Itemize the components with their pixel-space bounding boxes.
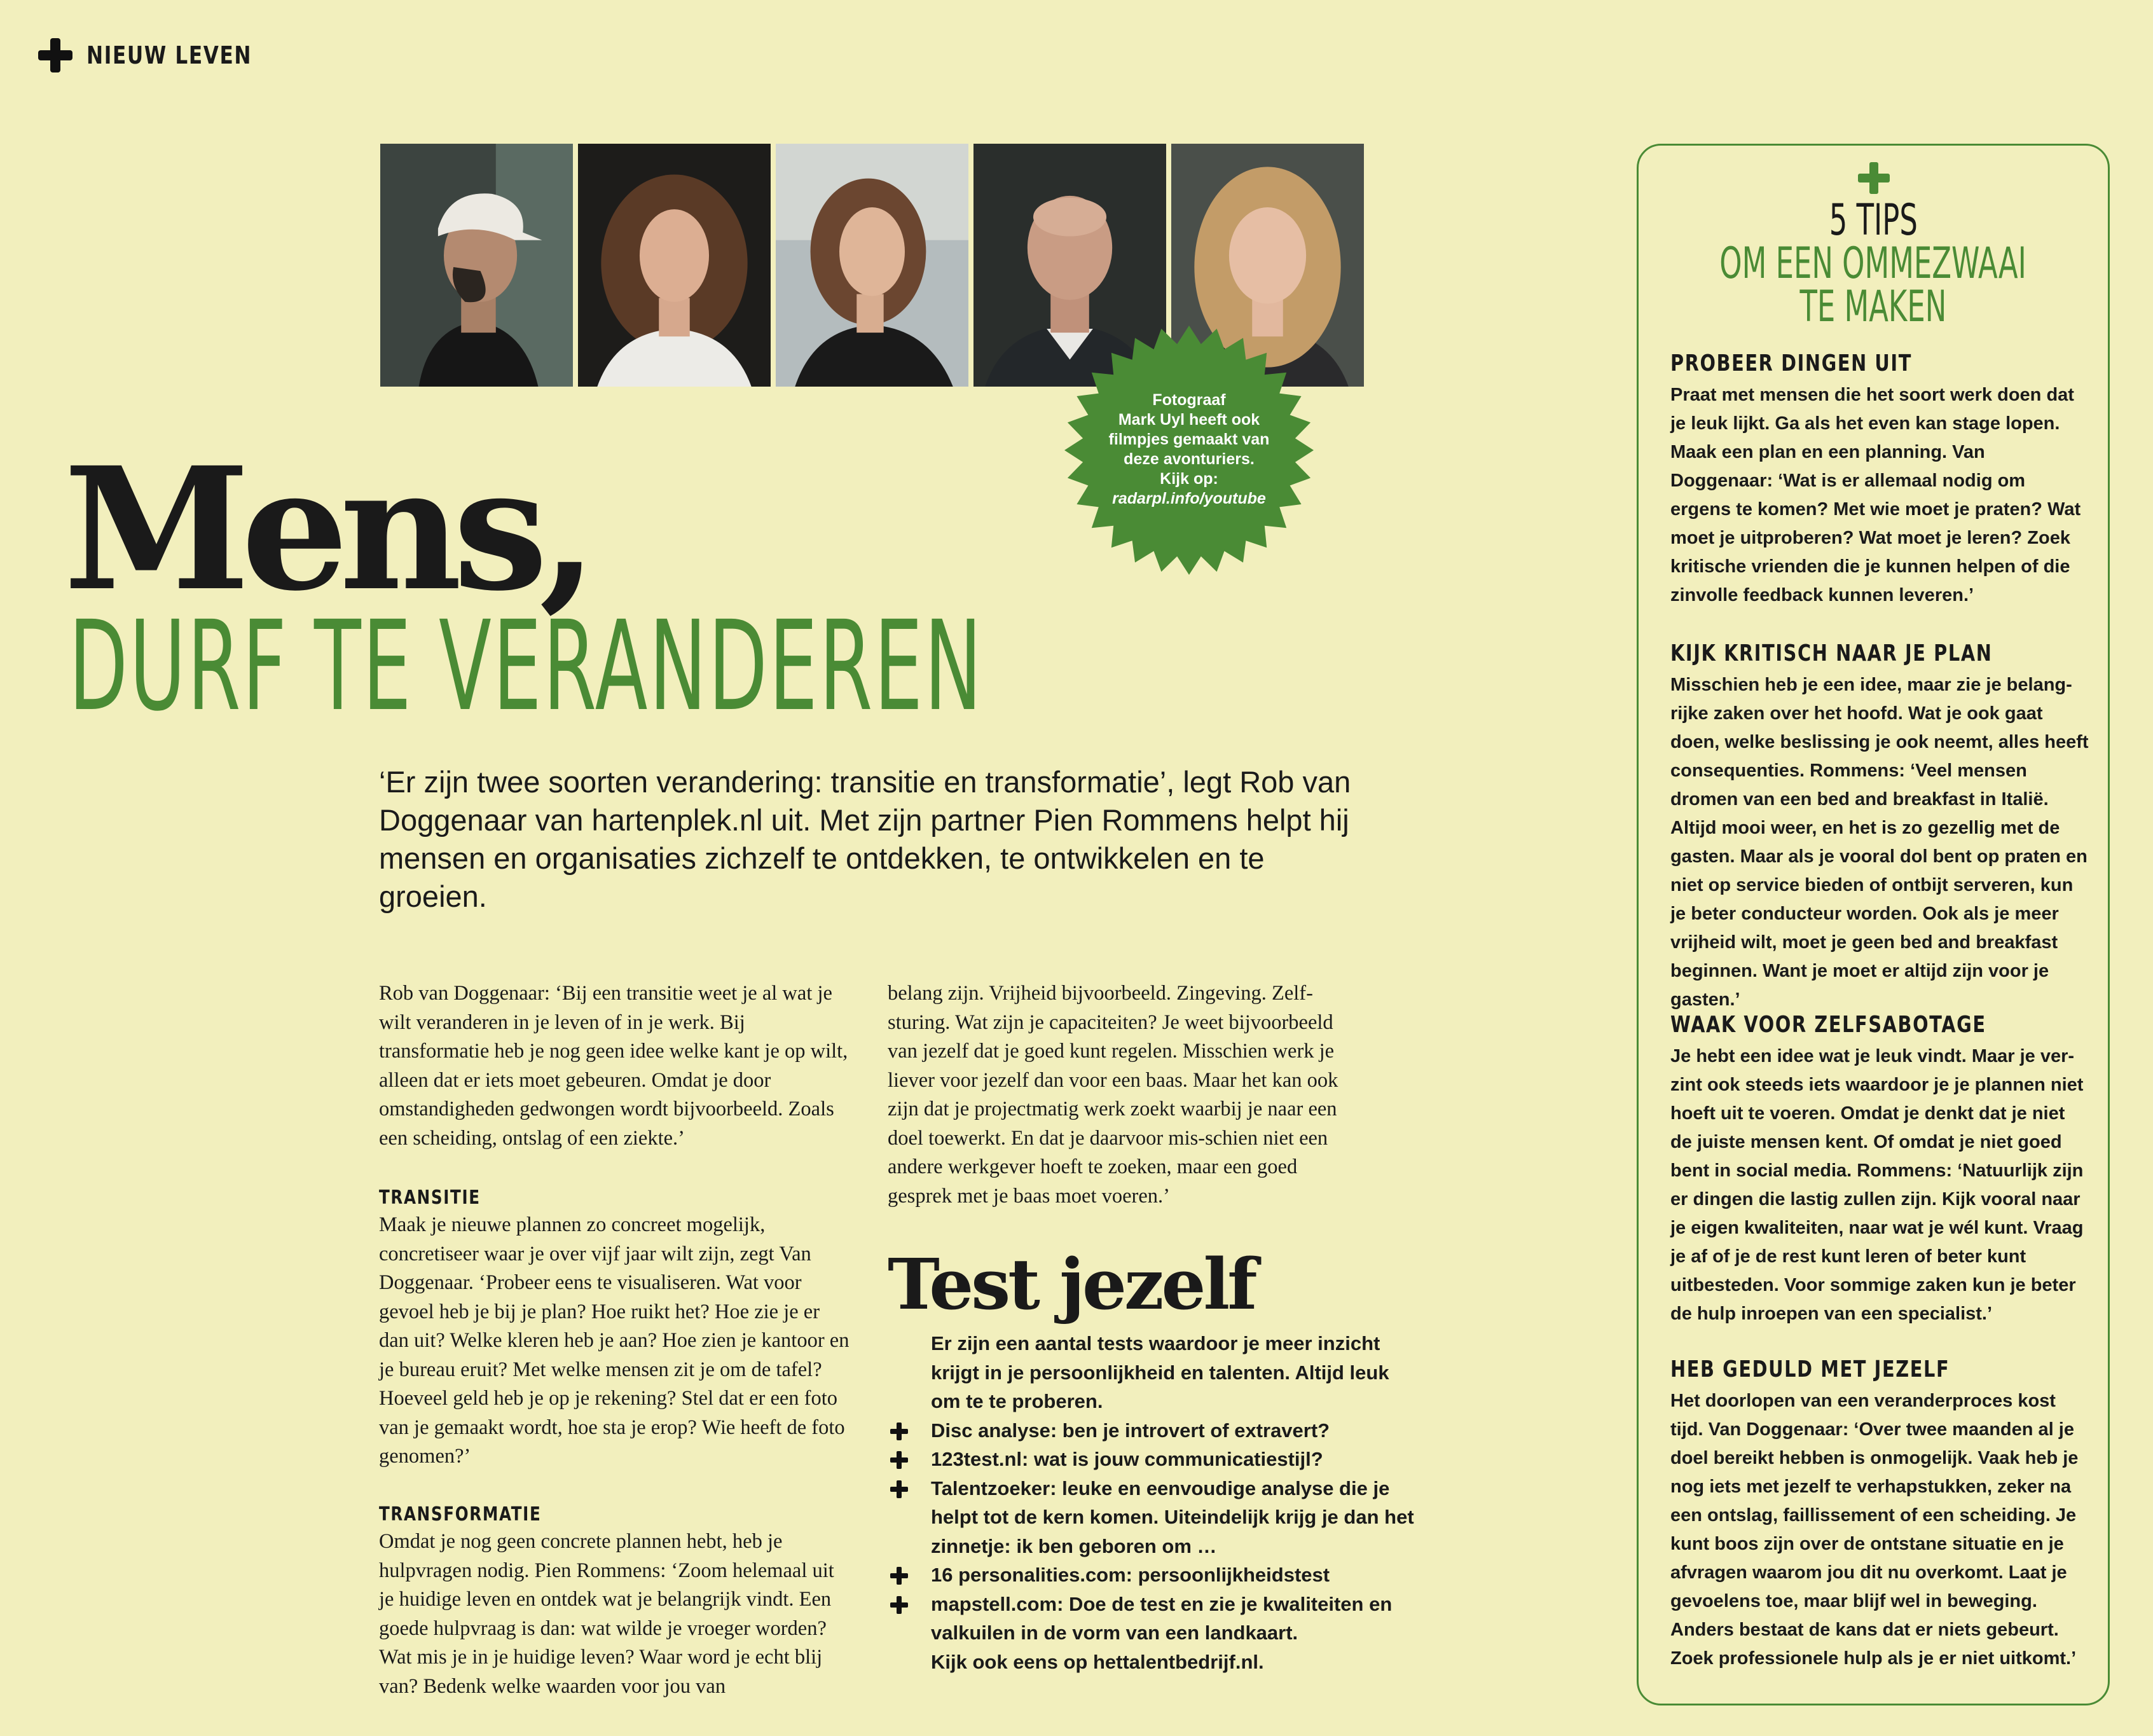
tips-title-line: 5 TIPS <box>1829 195 1918 245</box>
tip-text: Praat met mensen die het soort werk doen dat je leuk lijkt. Ga als het even kan stage lopen. Maak een plan en een planning. Van Doggenaar: ‘Wat is er allemaal nodig om ergens te komen? Met wie moet je praten? Wat moet je uitproberen? Wat moet je leren? Zoek kritische vrienden die je kunnen helpen of die zinvolle feedback kunnen leveren.’ <box>1670 385 2081 605</box>
badge-text <box>1100 390 1278 509</box>
badge-line: Mark Uyl heeft ook <box>1118 411 1260 429</box>
woman-smiling-photo <box>776 144 968 387</box>
badge-line: deze avonturiers. <box>1124 450 1255 468</box>
plus-icon <box>890 1480 908 1498</box>
test-outro: Kijk ook eens op hettalentbedrijf.nl. <box>931 1650 1264 1673</box>
tip-block <box>1670 1356 2090 1673</box>
body-column-2 <box>888 979 1365 1211</box>
transitie-heading: TRANSITIE <box>379 1187 481 1209</box>
tip-text: Je hebt een idee wat je leuk vindt. Maar je ver-zint ook steeds iets waardoor je je plannen niet hoeft uit te voeren. Omdat je denkt dat je niet de juiste mensen kent. Of omdat je niet goed bent in social media. Rommens: ‘Natuurlijk zijn er dingen die lastig zullen zijn. Kijk vooral naar je eigen kwaliteiten, naar wat je wél kunt. Vraag je af of je de rest kunt leren of beter kunt uitbesteden. Voor sommige zaken kun je beter de hulp inroepen van een specialist.’ <box>1670 1046 2084 1324</box>
transformatie-text-block <box>379 1527 853 1701</box>
plus-icon <box>38 38 72 72</box>
video-badge <box>1062 323 1316 577</box>
tip-heading: PROBEER DINGEN UIT <box>1670 350 1912 376</box>
test-list-item: 16 personalities.com: persoonlijkheidstest <box>889 1560 1417 1590</box>
transformatie-heading: TRANSFORMATIE <box>379 1503 542 1526</box>
intro-paragraph: ‘Er zijn twee soorten verandering: transitie en transformatie’, legt Rob van Doggenaar van hartenplek.nl uit. Met zijn partner Pien Rommens helpt hij mensen en organisaties zichzelf te ontdekken, te ontwikkelen en te groeien. <box>379 765 1351 913</box>
body-column-1 <box>379 979 853 1153</box>
body-paragraph: belang zijn. Vrijheid bijvoorbeeld. Zingeving. Zelf-sturing. Wat zijn je capaciteiten? Je weet bijvoorbeeld van jezelf dat je goed kunt regelen. Misschien werk je liever voor jezelf dan voor een baas. Maar het kan ook zijn dat je projectmatig werk zoekt waarbij je naar een doel toewerkt. En dat je daarvoor mis-schien niet een andere werkgever hoeft te zoeken, maar een goed gesprek met je baas moet voeren.’ <box>888 982 1338 1208</box>
tips-title-line: OM EEN OMMEZWAAI <box>1719 238 2027 289</box>
tip-heading: KIJK KRITISCH NAAR JE PLAN <box>1670 640 1993 666</box>
badge-url[interactable]: radarpl.info/youtube <box>1112 490 1266 507</box>
tip-block <box>1670 640 2090 1014</box>
test-list-item: Talentzoeker: leuke en eenvoudige analyse die je helpt tot de kern komen. Uiteindelijk krijg je dan het zinnetje: ik ben geboren om … <box>889 1474 1417 1561</box>
test-list-item: mapstell.com: Doe de test en zie je kwaliteiten en valkuilen in de vorm van een landkaart. <box>889 1590 1417 1648</box>
plus-icon <box>890 1567 908 1585</box>
tips-title <box>1639 195 2108 332</box>
plus-icon <box>890 1451 908 1469</box>
plus-icon <box>1858 162 1890 194</box>
article-title: Mens, <box>64 431 589 628</box>
article-subtitle: DURF TE VERANDEREN <box>69 594 984 738</box>
test-list-item: 123test.nl: wat is jouw communicatiestijl? <box>889 1445 1417 1474</box>
tip-block <box>1670 350 2090 610</box>
transitie-text-block <box>379 1211 853 1471</box>
test-intro: Er zijn een aantal tests waardoor je meer inzicht krijgt in je persoonlijkheid en talenten. Altijd leuk om te te proberen. <box>931 1332 1389 1412</box>
plus-icon <box>890 1596 908 1614</box>
section-header <box>38 38 288 72</box>
tip-heading: HEB GEDULD MET JEZELF <box>1670 1356 1950 1382</box>
tips-sidebar <box>1637 144 2110 1705</box>
badge-line: Fotograaf <box>1152 391 1226 409</box>
transformatie-text: Omdat je nog geen concrete plannen hebt, heb je hulpvragen nodig. Pien Rommens: ‘Zoom helemaal uit je huidige leven en ontdek wat je belangrijk vindt. Een goede hulpvraag is dan: wat wilde je vroeger worden? Wat mis je in je huidige leven? Waar word je echt blij van? Bedenk welke waarden voor jou van <box>379 1530 834 1698</box>
woman-curly-hair-photo <box>578 144 771 387</box>
tip-heading: WAAK VOOR ZELFSABOTAGE <box>1670 1012 1986 1038</box>
badge-line: filmpjes gemaakt van <box>1108 431 1270 448</box>
plus-icon <box>890 1423 908 1440</box>
test-title: Test jezelf <box>888 1243 1255 1325</box>
badge-line: Kijk op: <box>1160 470 1218 488</box>
man-with-cap-photo <box>380 144 573 387</box>
body-paragraph: Rob van Doggenaar: ‘Bij een transitie weet je al wat je wilt veranderen in je leven of in je werk. Bij transformatie heb je nog geen idee welke kant je op wilt, alleen dat er iets moet gebeuren. Omdat je door omstandigheden gedwongen wordt bijvoorbeeld. Zoals een scheiding, ontslag of een ziekte.’ <box>379 982 848 1150</box>
test-list-item: Disc analyse: ben je introvert of extravert? <box>889 1416 1417 1445</box>
transitie-text: Maak je nieuwe plannen zo concreet mogelijk, concretiseer waar je over vijf jaar wilt zijn, zegt Van Doggenaar. ‘Probeer eens te visualiseren. Wat voor gevoel heb je bij je plan? Hoe ruikt het? Hoe zie je er dan uit? Welke kleren heb je aan? Hoe zien je kantoor en je bureau eruit? Met welke mensen zit je om de tafel? Hoeveel geld heb je op je rekening? Stel dat er een foto van je gemaakt wordt, hoe sta je erop? Wie heeft de foto genomen?’ <box>379 1213 850 1468</box>
test-box <box>889 1329 1417 1676</box>
tip-text: Het doorlopen van een veranderproces kost tijd. Van Doggenaar: ‘Over twee maanden al je doel bereikt hebben is onmogelijk. Vaak heb je nog iets met jezelf te verhapstukken, zeker na een ontslag, faillissement of een scheiding. Je kunt boos zijn over de ontstane situatie en je afvragen waarom jou dit nu overkomt. Laat je gevoelens toe, maar blijf wel in beweging. Anders bestaat de kans dat er niets gebeurt. Zoek professionele hulp als je er niet uitkomt.’ <box>1670 1391 2079 1669</box>
tip-block <box>1670 1012 2090 1328</box>
section-label: NIEUW LEVEN <box>86 41 252 69</box>
tips-title-line: TE MAKEN <box>1799 282 1947 332</box>
tip-text: Misschien heb je een idee, maar zie je belang-rijke zaken over het hoofd. Wat je ook gaat doen, welke beslissing je ook neemt, alles heeft consequenties. Rommens: ‘Veel mensen dromen van een bed and breakfast in Italië. Altijd mooi weer, en het is zo gezellig met de gasten. Maar als je vooral dol bent op praten en niet op service bieden of ontbijt serveren, kun je beter conducteur worden. Ook als je meer vrijheid wilt, moet je geen bed and breakfast beginnen. Want je moet er altijd zijn voor je gasten.’ <box>1670 675 2089 1010</box>
